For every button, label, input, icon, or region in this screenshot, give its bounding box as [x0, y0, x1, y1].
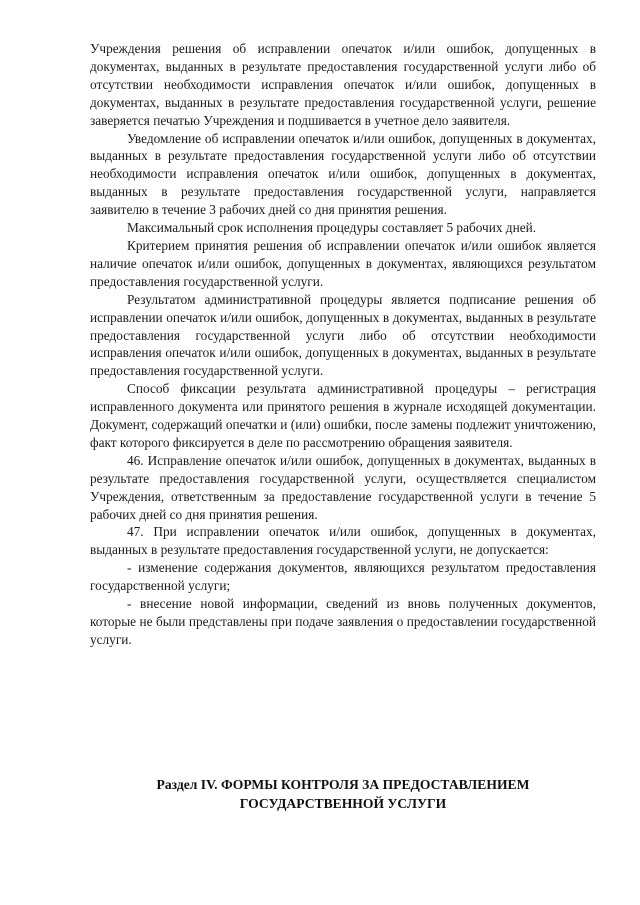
paragraph-continuation: Учреждения решения об исправлении опечаток и/или ошибок, допущенных в документах, выданных в результате предоставления государственной услуги либо об отсутствии необходимости исправления опечаток и/или ошибок, допущенных в документах, выданных в результате предоставления государственной услуги, решение заверяется печатью Учреждения и подшивается в учетное дело заявителя.: [90, 41, 596, 128]
list-item: - внесение новой информации, сведений из вновь полученных документов, которые не были представлены при подаче заявления о предоставлении государственной услуги.: [90, 596, 596, 647]
paragraph-item-47: 47. При исправлении опечаток и/или ошибок, допущенных в документах, выданных в результате предоставления государственной услуги, не допускается:: [90, 524, 596, 558]
paragraph-result: Результатом административной процедуры является подписание решения об исправлении опечаток и/или ошибок, допущенных в документах, выданных в результате предоставления государственной услуги либо об отсутствии необходимости исправления опечаток и/или ошибок, допущенных в документах, выданных в результате предоставления государственной услуги.: [90, 291, 596, 379]
section-heading: [90, 775, 596, 813]
paragraph-criterion: Критерием принятия решения об исправлении опечаток и/или ошибок является наличие опечаток и/или ошибок, допущенных в документах, являющихся результатом предоставления государственной услуги.: [90, 237, 596, 289]
section-heading-line: Раздел IV. ФОРМЫ КОНТРОЛЯ ЗА ПРЕДОСТАВЛЕНИЕМ: [156, 777, 530, 792]
paragraph-notification: Уведомление об исправлении опечаток и/или ошибок, допущенных в документах, выданных в результате предоставления государственной услуги либо об отсутствии необходимости исправления опечаток и/или ошибок, допущенных в документах, выданных в результате предоставления государственной услуги, направляется заявителю в течение 3 рабочих дней со дня принятия решения.: [90, 130, 596, 218]
paragraph-max-term: Максимальный срок исполнения процедуры составляет 5 рабочих дней.: [127, 220, 537, 236]
list-item: - изменение содержания документов, являющихся результатом предоставления государственной услуги;: [90, 560, 596, 594]
document-body: [90, 40, 596, 649]
paragraph-item-46: 46. Исправление опечаток и/или ошибок, допущенных в документах, выданных в результате предоставления государственной услуги, осуществляется специалистом Учреждения, ответственным за предоставление государственной услуги в течение 5 рабочих дней со дня принятия решения.: [90, 452, 596, 522]
section-heading-line: ГОСУДАРСТВЕННОЙ УСЛУГИ: [239, 796, 447, 811]
paragraph-fixation-method: Способ фиксации результата административной процедуры – регистрация исправленного документа или принятого решения в журнале исходящей документации. Документ, содержащий опечатки и (или) ошибки, после замены подлежит уничтожению, факт которого фиксируется в деле по рассмотрению обращения заявителя.: [90, 381, 596, 450]
